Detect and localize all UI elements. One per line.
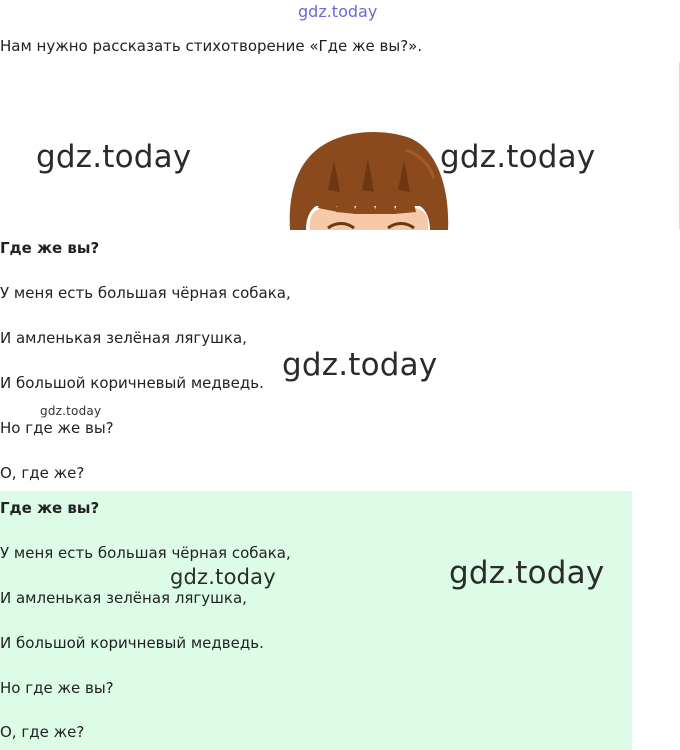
- poem-line: Но где же вы?: [0, 419, 114, 437]
- poem-line: И амленькая зелёная лягушка,: [0, 329, 247, 347]
- girl-illustration: [288, 130, 450, 230]
- watermark: gdz.today: [449, 555, 605, 591]
- answer-line: И большой коричневый медведь.: [0, 634, 264, 652]
- poem-title: Где же вы?: [0, 239, 100, 257]
- answer-block: [0, 491, 632, 750]
- answer-line: И амленькая зелёная лягушка,: [0, 589, 247, 607]
- answer-line: У меня есть большая чёрная собака,: [0, 544, 291, 562]
- watermark: gdz.today: [440, 139, 596, 175]
- watermark: gdz.today: [170, 565, 276, 589]
- answer-title: Где же вы?: [0, 499, 100, 517]
- poem-line: И большой коричневый медведь.: [0, 374, 264, 392]
- task-intro-text: Нам нужно рассказать стихотворение «Где же вы?».: [0, 37, 423, 55]
- watermark: gdz.today: [282, 347, 438, 383]
- watermark: gdz.today: [36, 139, 192, 175]
- answer-line: Но где же вы?: [0, 679, 114, 697]
- girl-avatar-icon: [288, 130, 450, 230]
- poem-line: О, где же?: [0, 464, 85, 482]
- poem-line: У меня есть большая чёрная собака,: [0, 284, 291, 302]
- watermark: gdz.today: [40, 404, 102, 418]
- answer-line: О, где же?: [0, 723, 85, 741]
- watermark-top: gdz.today: [298, 2, 378, 21]
